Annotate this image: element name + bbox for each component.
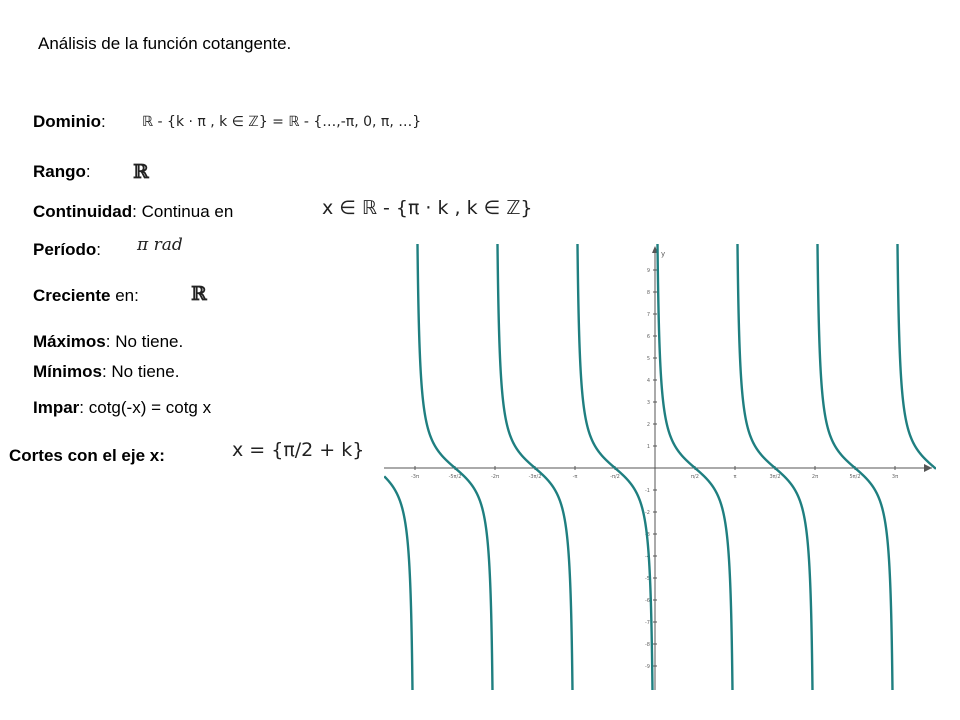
dominio-formula: ℝ - {k · π , k ∈ ℤ} = ℝ - {…,-π, 0, π, …} [142, 114, 422, 130]
y-tick-label: -5 [645, 576, 650, 582]
cotangent-branch [417, 244, 492, 690]
creciente-label: Creciente [33, 286, 111, 305]
x-tick-label: 3π/2 [769, 474, 781, 480]
creciente-formula: ℝ [191, 283, 207, 305]
y-tick-label: -6 [645, 598, 650, 604]
dominio-label: Dominio [33, 112, 101, 131]
y-tick-label: 2 [646, 422, 650, 428]
cotangent-branch [897, 244, 936, 469]
page-title: Análisis de la función cotangente. [38, 34, 292, 53]
creciente-row [33, 286, 139, 306]
periodo-label: Período [33, 240, 97, 259]
rango-row [33, 162, 91, 182]
x-tick-label: -3π [411, 474, 419, 480]
x-tick-label: 3π [891, 474, 899, 480]
minimos-row [33, 362, 179, 382]
y-tick-label: 1 [646, 444, 650, 450]
y-axis-label: y [661, 250, 666, 258]
continuidad-formula: x ∈ ℝ - {π · k , k ∈ ℤ} [322, 197, 533, 219]
x-tick-label: π/2 [691, 474, 699, 480]
y-tick-label: -9 [645, 664, 650, 670]
cortes-formula: x = {π/2 + k} [232, 439, 365, 461]
y-tick-label: 5 [646, 356, 650, 362]
cotangent-branch [657, 244, 732, 690]
y-tick-label: 9 [646, 268, 650, 274]
rango-sep: : [85, 162, 91, 181]
minimos-label: Mínimos [33, 362, 102, 381]
y-tick-label: -8 [645, 642, 650, 648]
x-tick-label: -π [572, 474, 578, 480]
y-tick-label: -2 [645, 510, 650, 516]
cotangent-branch [577, 244, 652, 690]
maximos-label: Máximos [33, 332, 106, 351]
cortes-label: Cortes con el eje x: [9, 446, 165, 465]
cotangent-graph [384, 244, 936, 690]
rango-formula: ℝ [133, 161, 149, 183]
cotangent-branch [737, 244, 812, 690]
cotangent-branch [497, 244, 572, 690]
dominio-sep: : [101, 112, 106, 131]
y-tick-label: -1 [645, 488, 650, 494]
impar-text: : cotg(-x) = cotg x [79, 398, 212, 417]
x-tick-label: -3π/2 [528, 474, 542, 480]
maximos-text: : No tiene. [105, 332, 184, 351]
creciente-text: en: [110, 286, 139, 305]
maximos-row [33, 332, 183, 352]
continuidad-label: Continuidad [33, 202, 133, 221]
impar-row [33, 398, 211, 418]
x-tick-label: -5π/2 [448, 474, 462, 480]
periodo-row [33, 240, 101, 260]
periodo-formula: π rad [137, 235, 183, 255]
x-tick-label: -2π [491, 474, 499, 480]
dominio-row [33, 112, 106, 132]
y-tick-label: 6 [646, 334, 650, 340]
rango-label: Rango [33, 162, 86, 181]
y-tick-label: 3 [646, 400, 650, 406]
y-tick-label: 8 [646, 290, 650, 296]
minimos-text: : No tiene. [101, 362, 180, 381]
impar-label: Impar [33, 398, 80, 417]
y-tick-label: -4 [645, 554, 650, 560]
cotangent-branch [384, 476, 412, 690]
continuidad-text: : Continua en [132, 202, 234, 221]
x-tick-label: -π/2 [610, 474, 620, 480]
x-tick-label: 5π/2 [849, 474, 861, 480]
y-tick-label: -3 [645, 532, 650, 538]
x-tick-label: 2π [811, 474, 819, 480]
cotangent-branch [817, 244, 892, 690]
continuidad-row [33, 202, 233, 222]
periodo-sep: : [96, 240, 102, 259]
y-tick-label: 4 [646, 378, 650, 384]
y-tick-label: -7 [645, 620, 650, 626]
y-tick-label: 7 [646, 312, 650, 318]
x-tick-label: π [733, 474, 737, 480]
